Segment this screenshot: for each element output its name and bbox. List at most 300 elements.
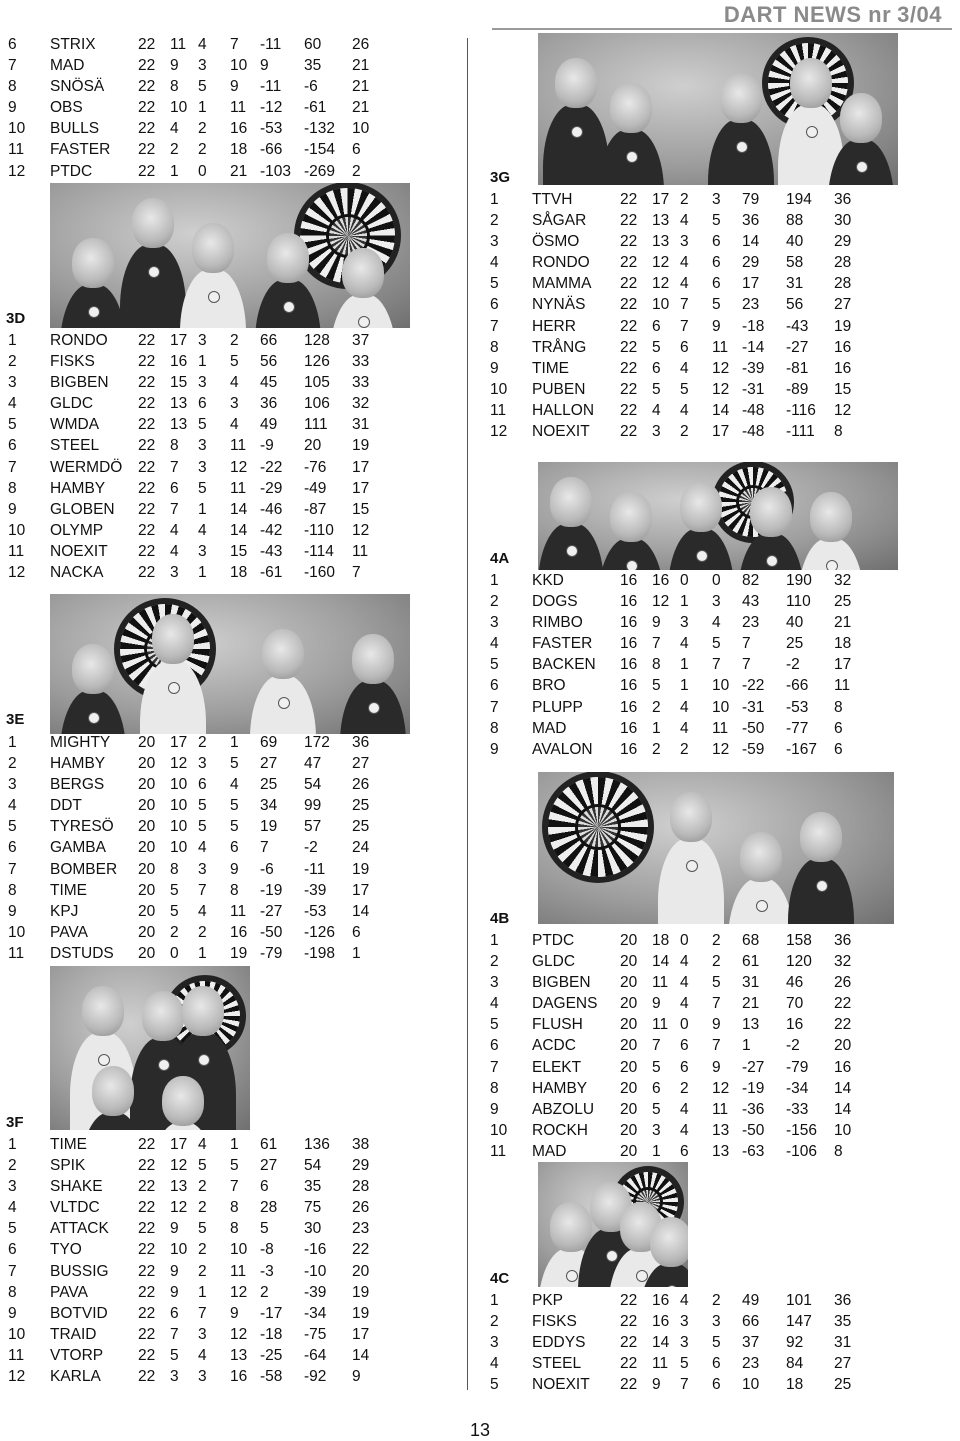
cell-diff: 66	[742, 1313, 760, 1331]
cell-diff: -14	[742, 338, 765, 356]
group-label-3g: 3G	[490, 169, 511, 186]
cell-drawn: 2	[198, 141, 207, 159]
cell-pos: 3	[8, 776, 17, 794]
cell-won: 13	[652, 212, 670, 230]
cell-won: 9	[652, 614, 661, 632]
shirt-icon	[120, 244, 186, 328]
cell-won: 3	[170, 1368, 179, 1386]
cell-team: HAMBY	[50, 479, 106, 497]
masthead-title: DART NEWS nr	[723, 2, 892, 27]
cell-played: 20	[138, 797, 156, 815]
cell-points-diff: -10	[304, 1262, 327, 1280]
cell-lost: 11	[712, 719, 729, 737]
cell-pos: 9	[8, 1304, 17, 1322]
cell-lost: 15	[230, 542, 248, 560]
cell-drawn: 4	[198, 1346, 207, 1364]
cell-points-diff: -89	[786, 380, 809, 398]
face-icon	[550, 1202, 592, 1252]
cell-diff: 5	[260, 1220, 269, 1238]
cell-points-diff: -160	[304, 564, 336, 582]
cell-played: 20	[620, 1121, 638, 1139]
cell-pos: 6	[8, 839, 17, 857]
cell-played: 22	[620, 1334, 638, 1352]
cell-points-diff: 75	[304, 1199, 322, 1217]
cell-diff: -31	[742, 698, 765, 716]
cell-played: 20	[620, 1100, 638, 1118]
cell-team: BUSSIG	[50, 1262, 109, 1280]
team-photo-3d	[50, 183, 410, 328]
cell-drawn: 4	[680, 275, 689, 293]
cell-won: 14	[652, 1334, 670, 1352]
cell-lost: 12	[712, 380, 730, 398]
cell-pos: 11	[8, 1346, 25, 1364]
medal-icon	[626, 560, 638, 570]
cell-points: 37	[352, 332, 370, 349]
medal-icon	[606, 1250, 618, 1262]
cell-drawn: 1	[198, 500, 207, 518]
cell-points: 36	[834, 191, 852, 208]
cell-lost: 11	[230, 437, 247, 455]
cell-team: RONDO	[50, 332, 108, 349]
cell-points: 26	[352, 36, 370, 53]
cell-diff: -18	[742, 317, 765, 335]
cell-won: 2	[652, 740, 661, 758]
cell-points-diff: -27	[786, 338, 809, 356]
cell-drawn: 5	[198, 797, 207, 815]
cell-lost: 2	[712, 1292, 721, 1309]
cell-won: 7	[652, 1037, 661, 1055]
cell-won: 16	[652, 572, 670, 589]
cell-played: 20	[138, 818, 156, 836]
cell-diff: -42	[260, 521, 283, 539]
cell-team: DDT	[50, 797, 82, 815]
cell-drawn: 4	[680, 254, 689, 272]
cell-lost: 1	[230, 734, 239, 751]
cell-team: RIMBO	[532, 614, 583, 632]
cell-drawn: 2	[198, 923, 207, 941]
cell-played: 22	[138, 1262, 156, 1280]
cell-pos: 10	[8, 923, 26, 941]
cell-pos: 2	[490, 593, 499, 611]
cell-diff: -48	[742, 423, 765, 441]
cell-played: 16	[620, 572, 638, 589]
cell-drawn: 3	[198, 437, 207, 455]
face-icon	[262, 629, 304, 679]
face-icon	[610, 83, 652, 133]
cell-won: 16	[652, 1313, 670, 1331]
cell-team: VTORP	[50, 1346, 104, 1364]
cell-points-diff: -111	[786, 423, 815, 441]
cell-drawn: 5	[680, 380, 689, 398]
cell-drawn: 4	[680, 719, 689, 737]
cell-team: FLUSH	[532, 1016, 583, 1034]
cell-won: 10	[170, 818, 188, 836]
cell-drawn: 4	[680, 212, 689, 230]
cell-played: 22	[138, 78, 156, 96]
medal-icon	[571, 126, 583, 138]
cell-won: 5	[170, 1346, 179, 1364]
cell-diff: 61	[742, 953, 760, 971]
cell-played: 22	[620, 380, 638, 398]
cell-drawn: 3	[198, 1325, 207, 1343]
team-photo-4c	[538, 1162, 688, 1287]
cell-points: 38	[352, 1136, 370, 1153]
cell-points-diff: -269	[304, 162, 336, 180]
cell-drawn: 5	[680, 1355, 689, 1373]
cell-lost: 2	[712, 953, 721, 971]
cell-played: 22	[620, 359, 638, 377]
cell-points: 9	[352, 1368, 361, 1386]
cell-team: TYRESÖ	[50, 818, 114, 836]
cell-played: 22	[620, 423, 638, 441]
cell-points-diff: -39	[304, 881, 327, 899]
cell-won: 8	[170, 437, 179, 455]
page-number: 13	[470, 1420, 491, 1440]
cell-points: 16	[834, 338, 852, 356]
cell-lost: 17	[712, 423, 730, 441]
cell-points-diff: 35	[304, 57, 322, 75]
cell-drawn: 0	[680, 572, 689, 589]
cell-team: FISKS	[532, 1313, 577, 1331]
cell-points-diff: -61	[304, 99, 327, 117]
cell-lost: 11	[230, 902, 247, 920]
cell-team: GLOBEN	[50, 500, 115, 518]
cell-pos: 9	[490, 740, 499, 758]
cell-drawn: 6	[198, 776, 207, 794]
shirt-icon	[668, 528, 734, 570]
cell-drawn: 2	[680, 740, 689, 758]
cell-points: 36	[834, 932, 852, 949]
cell-pos: 10	[8, 1325, 26, 1343]
cell-team: DOGS	[532, 593, 578, 611]
cell-lost: 12	[230, 1283, 248, 1301]
cell-won: 4	[170, 120, 179, 138]
cell-team: PTDC	[50, 162, 93, 180]
cell-won: 4	[652, 401, 661, 419]
cell-won: 7	[170, 500, 179, 518]
cell-points-diff: 56	[786, 296, 804, 314]
face-icon	[750, 487, 792, 537]
face-icon	[267, 233, 309, 283]
cell-points: 17	[352, 881, 370, 899]
medal-icon	[696, 550, 708, 562]
cell-lost: 6	[712, 275, 721, 293]
cell-lost: 8	[230, 1220, 239, 1238]
cell-pos: 12	[490, 423, 508, 441]
face-icon	[670, 792, 712, 842]
face-icon	[810, 492, 852, 542]
medal-icon	[158, 1059, 170, 1071]
cell-drawn: 3	[198, 755, 207, 773]
cell-lost: 7	[230, 1178, 239, 1196]
cell-drawn: 1	[198, 564, 207, 582]
cell-points-diff: 136	[304, 1136, 330, 1153]
cell-points-diff: 106	[304, 395, 330, 413]
cell-team: GLDC	[50, 395, 94, 413]
cell-diff: -29	[260, 479, 283, 497]
cell-team: HAMBY	[532, 1079, 588, 1097]
cell-diff: -6	[260, 860, 274, 878]
cell-pos: 6	[8, 437, 17, 455]
cell-points: 25	[834, 1376, 852, 1394]
cell-points-diff: 92	[786, 1334, 804, 1352]
cell-won: 0	[170, 944, 179, 962]
cell-points-diff: -53	[304, 902, 327, 920]
cell-played: 22	[138, 1368, 156, 1386]
cell-points-diff: 54	[304, 776, 322, 794]
cell-team: KPJ	[50, 902, 79, 920]
cell-points-diff: -92	[304, 1368, 327, 1386]
cell-points: 10	[352, 120, 370, 138]
cell-played: 16	[620, 719, 638, 737]
cell-points-diff: -81	[786, 359, 809, 377]
cell-points: 8	[834, 698, 843, 716]
cell-points-diff: 46	[786, 974, 804, 992]
cell-played: 22	[620, 317, 638, 335]
cell-diff: 23	[742, 1355, 760, 1373]
cell-won: 17	[170, 734, 188, 751]
cell-won: 5	[652, 338, 661, 356]
cell-lost: 11	[712, 1100, 729, 1118]
cell-team: ROCKH	[532, 1121, 588, 1139]
medal-icon	[358, 316, 370, 328]
column-divider	[467, 38, 468, 1390]
cell-lost: 8	[230, 881, 239, 899]
cell-diff: -12	[260, 99, 283, 117]
cell-pos: 8	[490, 719, 499, 737]
cell-drawn: 2	[198, 120, 207, 138]
cell-points: 8	[834, 1142, 843, 1160]
cell-drawn: 1	[198, 1283, 207, 1301]
cell-points: 25	[834, 593, 852, 611]
medal-icon	[566, 545, 578, 557]
cell-team: SÅGAR	[532, 212, 587, 230]
cell-played: 22	[620, 212, 638, 230]
cell-won: 4	[170, 521, 179, 539]
cell-lost: 11	[230, 479, 247, 497]
cell-points-diff: 30	[304, 1220, 322, 1238]
cell-points-diff: -154	[304, 141, 336, 159]
cell-points-diff: 40	[786, 233, 804, 251]
medal-icon	[826, 560, 838, 570]
face-icon	[162, 1076, 204, 1126]
cell-points: 29	[834, 233, 852, 251]
face-icon	[152, 614, 194, 664]
cell-drawn: 2	[198, 1178, 207, 1196]
cell-pos: 3	[490, 974, 499, 992]
group-label-3e: 3E	[6, 711, 25, 728]
cell-diff: -61	[260, 564, 283, 582]
cell-pos: 1	[490, 1292, 499, 1309]
cell-points: 33	[352, 353, 370, 371]
cell-diff: 2	[260, 1283, 269, 1301]
cell-lost: 2	[712, 932, 721, 949]
cell-diff: 9	[260, 57, 269, 75]
cell-points: 22	[352, 1241, 370, 1259]
cell-points-diff: -53	[786, 698, 809, 716]
cell-points-diff: -77	[786, 719, 809, 737]
cell-points: 23	[352, 1220, 370, 1238]
cell-lost: 3	[712, 593, 721, 611]
cell-drawn: 5	[198, 416, 207, 434]
cell-played: 22	[138, 500, 156, 518]
cell-points: 7	[352, 564, 361, 582]
cell-pos: 4	[490, 254, 499, 272]
face-icon	[800, 812, 842, 862]
medal-icon	[168, 682, 180, 694]
group-label-4a: 4A	[490, 550, 510, 567]
cell-points-diff: -114	[304, 542, 334, 560]
cell-won: 10	[170, 797, 188, 815]
cell-pos: 7	[490, 1058, 499, 1076]
cell-drawn: 3	[198, 860, 207, 878]
cell-pos: 3	[8, 374, 17, 392]
cell-lost: 6	[230, 839, 239, 857]
cell-drawn: 3	[198, 332, 207, 349]
cell-won: 16	[652, 1292, 670, 1309]
cell-diff: -50	[742, 719, 765, 737]
cell-drawn: 4	[680, 1292, 689, 1309]
cell-points: 25	[352, 797, 370, 815]
medal-icon	[736, 141, 748, 153]
face-icon	[550, 477, 592, 527]
cell-played: 20	[138, 734, 156, 751]
cell-pos: 2	[8, 1157, 17, 1175]
cell-drawn: 1	[680, 656, 689, 674]
cell-played: 22	[620, 1376, 638, 1394]
cell-lost: 5	[712, 212, 721, 230]
cell-diff: 31	[742, 974, 760, 992]
cell-won: 12	[170, 755, 188, 773]
cell-played: 22	[138, 1136, 156, 1153]
cell-played: 22	[620, 275, 638, 293]
cell-diff: -50	[742, 1121, 765, 1139]
face-icon	[790, 58, 832, 108]
cell-points-diff: 70	[786, 995, 804, 1013]
medal-icon	[368, 702, 380, 714]
cell-team: TIME	[532, 359, 570, 377]
cell-points: 28	[352, 1178, 370, 1196]
team-photo-3e	[50, 594, 410, 734]
cell-won: 6	[170, 479, 179, 497]
cell-points-diff: 40	[786, 614, 804, 632]
cell-team: FISKS	[50, 353, 95, 371]
cell-team: GAMBA	[50, 839, 106, 857]
cell-team: TIME	[50, 881, 88, 899]
face-icon	[92, 1066, 134, 1116]
cell-pos: 6	[490, 677, 499, 695]
cell-drawn: 0	[680, 932, 689, 949]
face-icon	[72, 238, 114, 288]
cell-pos: 6	[8, 1241, 17, 1259]
cell-points-diff: -167	[786, 740, 818, 758]
cell-team: BRO	[532, 677, 566, 695]
cell-played: 22	[620, 1355, 638, 1373]
cell-team: BOTVID	[50, 1304, 108, 1322]
cell-diff: -17	[260, 1304, 283, 1322]
medal-icon	[566, 1270, 578, 1282]
cell-pos: 4	[490, 635, 499, 653]
cell-played: 22	[138, 141, 156, 159]
cell-points: 30	[834, 212, 852, 230]
cell-pos: 4	[490, 1355, 499, 1373]
cell-pos: 2	[490, 212, 499, 230]
cell-drawn: 3	[198, 1368, 207, 1386]
cell-won: 4	[170, 542, 179, 560]
cell-diff: -36	[742, 1100, 765, 1118]
face-icon	[72, 644, 114, 694]
cell-played: 22	[138, 99, 156, 117]
cell-team: DSTUDS	[50, 944, 114, 962]
cell-points-diff: -75	[304, 1325, 327, 1343]
cell-lost: 14	[230, 521, 248, 539]
cell-diff: 69	[260, 734, 278, 751]
cell-won: 1	[652, 1142, 661, 1160]
cell-points-diff: -2	[786, 1037, 800, 1055]
cell-won: 12	[170, 1199, 188, 1217]
cell-points: 16	[834, 1058, 852, 1076]
cell-team: ATTACK	[50, 1220, 109, 1238]
cell-team: EDDYS	[532, 1334, 586, 1352]
cell-points: 17	[834, 656, 852, 674]
cell-pos: 11	[8, 542, 25, 560]
cell-won: 5	[652, 1100, 661, 1118]
cell-lost: 9	[712, 1016, 721, 1034]
cell-points: 20	[834, 1037, 852, 1055]
team-photo-3g	[538, 33, 898, 185]
cell-lost: 5	[230, 797, 239, 815]
medal-icon	[198, 1054, 210, 1066]
cell-diff: 29	[742, 254, 760, 272]
cell-lost: 3	[712, 1313, 721, 1331]
cell-diff: -3	[260, 1262, 274, 1280]
cell-team: KARLA	[50, 1368, 101, 1386]
cell-won: 8	[652, 656, 661, 674]
cell-won: 12	[170, 1157, 188, 1175]
cell-team: TRÅNG	[532, 338, 587, 356]
cell-team: OBS	[50, 99, 83, 117]
cell-drawn: 4	[680, 698, 689, 716]
cell-points-diff: -2	[786, 656, 800, 674]
cell-pos: 6	[490, 296, 499, 314]
cell-won: 10	[170, 99, 188, 117]
cell-points: 14	[834, 1079, 852, 1097]
cell-played: 22	[620, 254, 638, 272]
cell-won: 2	[170, 923, 179, 941]
cell-points: 10	[834, 1121, 852, 1139]
cell-won: 7	[170, 1325, 179, 1343]
cell-played: 22	[138, 1325, 156, 1343]
cell-drawn: 4	[680, 401, 689, 419]
cell-lost: 5	[712, 296, 721, 314]
cell-pos: 5	[490, 1016, 499, 1034]
cell-drawn: 6	[680, 1058, 689, 1076]
cell-won: 17	[170, 332, 188, 349]
cell-points: 15	[834, 380, 852, 398]
cell-diff: -9	[260, 437, 274, 455]
cell-drawn: 6	[198, 395, 207, 413]
cell-won: 6	[652, 317, 661, 335]
cell-drawn: 1	[198, 944, 207, 962]
cell-won: 9	[652, 995, 661, 1013]
cell-diff: 17	[742, 275, 760, 293]
cell-played: 22	[138, 1346, 156, 1364]
cell-lost: 7	[712, 995, 721, 1013]
cell-lost: 12	[230, 1325, 248, 1343]
cell-drawn: 4	[680, 635, 689, 653]
cell-diff: 49	[260, 416, 278, 434]
cell-points-diff: 111	[304, 416, 328, 434]
